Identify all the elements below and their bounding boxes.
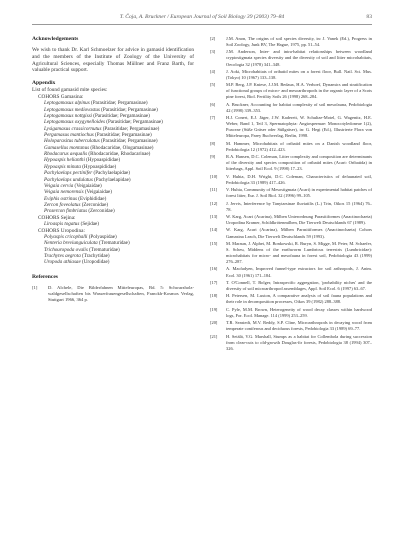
species-family: (Parasitidae; Pergamasinae): [93, 132, 152, 139]
species-name: Nenteria breviunguiculata: [44, 240, 98, 247]
cohors-heading: COHORS Gamasina:: [38, 93, 84, 100]
species-name: Leptogamasus oxygynelloides: [44, 119, 105, 126]
acknowledgements-text: We wish to thank Dr. Karl Schmoelzer for advice in gamasid identification and the members of the Institute of Zoology of the University of Agricultural Sciences, especially Thomas Müllner and Franz Barth, for valuable practical support.: [32, 47, 194, 74]
reference-text: C. Pyle, M.M. Brown, Heterogeneity of wood decay classes within hardwood logs, For. Ecol. Manage. 114 (1999) 253–259.: [226, 306, 372, 318]
species-family: (Sejidae): [79, 221, 100, 228]
reference-text: M. Maraun, J. Alphei, M. Bonkowski, R. Buryn, S. Migge, M. Peter, M. Schaefer, S. Scheu, Middens of the earthworm Lumbricus terrestris (Lumbricidae): microhabitats for micro- and mesofauna in forest soil, Pedobiologia 43 (1999) 276–287.: [226, 240, 372, 265]
species-family: (Rhodacaridae, Rhodacarinae): [87, 151, 151, 158]
species-name: Leptogamasus nottgissi: [44, 113, 92, 120]
species-name: Holoparasitus tuberculatus: [44, 138, 100, 145]
species-name: Eviphis ostrinus: [44, 195, 77, 202]
references-section: [32, 274, 194, 303]
reference-text: J.M. Anderson, Inter- and intra-habitat relationships between woodland cryptostigmata species diversity and the diversity of soil and litter microhabitats, Oecologia 32 (1978) 341–348.: [226, 49, 372, 67]
reference-entry: [210, 154, 372, 172]
species-family: (Parasitidae; Pergamasinae): [99, 138, 158, 145]
reference-number: [10]: [210, 173, 218, 179]
appendix-heading: Appendix: [32, 80, 56, 87]
reference-text: M.P. Berg, J.P. Kniese, J.J.M. Bedaux, H.A. Verhoef, Dynamics and stratification of functional groups of micro- and mesoarthropods in the organic layer of a Scots pine forest, Biol. Fertility Soils 26 (1998) 268–284.: [226, 82, 372, 100]
species-name: Zercon foveolatus: [44, 201, 81, 208]
cohors-heading: COHORS Sejina:: [38, 214, 76, 221]
reference-text: D. Alchele, Die Bilderfahnen Mitteleuropas, Bd. 5: Schwarzholz-waldgesellschaften bis Wasserfrauengesellschaften, Franckh-Kosmos Verlag, Stuttgart 1966, 364 p.: [48, 284, 194, 302]
reference-entry: [210, 334, 372, 352]
reference-number: [11]: [210, 187, 218, 193]
species-family: (Trachytidae): [80, 253, 110, 260]
reference-entry: [210, 307, 372, 319]
species-family: (Parasitidae; Pergamasinae): [89, 100, 148, 107]
species-name: Leptogamasus alpinus: [44, 100, 90, 107]
reference-number: [5]: [210, 82, 216, 88]
reference-text: V. Huhta, D.H. Wright, D.C. Coleman, Characteristics of defaunated soil, Pedobiologia 33 (1989) 417–426.: [226, 173, 372, 185]
species-family: (Zerconidae): [80, 201, 109, 208]
species-family: (Parasitidae; Pergamasinae): [104, 119, 163, 126]
species-family: (Veigaiaidae): [83, 189, 113, 196]
reference-entry: [210, 187, 372, 199]
species-family: (Pachylaelapidae): [92, 170, 130, 177]
reference-text: W. Karg, Acari (Acarina), Milben Unterordnung Parasitiformes (Anactinochaeta) Uropodina Kramer, Schildkrötenmilben, Die Tierwelt Deutschlands 67 (1989).: [226, 214, 372, 226]
reference-number: [6]: [210, 101, 216, 107]
reference-number: [9]: [210, 154, 216, 160]
reference-entry: [210, 320, 372, 332]
reference-number: [3]: [210, 49, 216, 55]
reference-number: [20]: [210, 320, 218, 326]
reference-number: [8]: [210, 140, 216, 146]
reference-number: [2]: [210, 36, 216, 41]
species-name: Pachylaelaps pectinifer: [44, 170, 93, 177]
species-name: Lysigamasus crassicornutus: [44, 125, 102, 132]
species-family: (Rhodacaridae, Ologamasinae): [89, 144, 154, 151]
reference-entry: [210, 241, 372, 265]
right-column: [210, 36, 372, 353]
reference-number: [13]: [210, 214, 218, 220]
reference-number: [12]: [210, 200, 218, 206]
species-family: (Pachylaelapidae): [92, 176, 131, 183]
running-header: [32, 14, 372, 24]
species-family: (Veigaiaidae): [73, 182, 102, 189]
reference-entry: [210, 293, 372, 305]
species-name: Pergamasus mantiochus: [44, 132, 94, 139]
species-family: (Trematuridae): [87, 246, 120, 253]
species-name: Uropoda athiasae: [44, 259, 81, 266]
species-family: (Parasitidae; Pergamasinae): [101, 125, 160, 132]
species-name: Trichouropoda ovalis: [44, 246, 88, 253]
reference-text: R.A. Hansen, D.C. Coleman, Litter complexity and composition are determinants of the diversity and species composition of oribatid mites (Acari: Oribatida) in litterbags, Appl. Soil Ecol. 9 (1998) 17–23.: [226, 154, 372, 172]
reference-entry: [210, 49, 372, 67]
species-family: (Hypoaspididae): [84, 157, 121, 164]
journal-citation: T. Čoja, A. Bruckner / European Journal of Soil Biology 39 (2003) 79–84: [119, 14, 285, 20]
reference-text: A. Bruckner, Accounting for habitat complexity of soil mesofauna, Pedobiologia 42 (1998) 339–353.: [226, 101, 372, 113]
reference-number: [7]: [210, 115, 216, 121]
reference-text: T. O'Connell, T. Bolger, Intraspecific aggregation, 'probability niches' and the diversity of soil microarthropod assemblages, Appl. Soil Ecol. 6 (1997) 63–67.: [226, 279, 372, 291]
reference-number: [21]: [210, 333, 218, 339]
reference-number: [4]: [210, 68, 216, 74]
species-family: (Hypoaspididae): [80, 163, 117, 170]
species-name: Hypoaspis minuta: [44, 163, 81, 170]
species-family: (Polyaspidae): [87, 234, 117, 241]
species-list: [32, 94, 194, 266]
reference-text: V. Huhta, Community of Mesostigmata (Acari) in experimental habitat patches of forest litter, Eur. J. Soil Biol. 32 (1996) 99–105.: [226, 187, 372, 199]
reference-text: M. Hammer, Microhabitats of oribatid mites on a Danish woodland floor, Pedobiologia 12 (1972) 412–423.: [226, 140, 372, 152]
reference-entry: [210, 201, 372, 213]
reference-entry: [210, 214, 372, 226]
reference-entry: [210, 141, 372, 153]
cohors-heading: COHORS Uropodina:: [38, 227, 85, 234]
references-list-right: [210, 36, 372, 352]
reference-entry: [210, 69, 372, 81]
left-column: [32, 36, 194, 304]
header-rule: [32, 24, 372, 25]
species-family: (Eviphididae): [76, 195, 107, 202]
reference-text: H.J. Conert, E.J. Jäger, J.W. Kadereit, W. Schultze-Motel, G. Wagenitz, H.E. Weber, Band 1, Teil 3, Spermatophyta: Angiospermae: Monocotyledoneae 1(2), Poaceae (Süße Gräser oder Süßgräser), in: G. Hegi (Ed.), Illustrierte Flora von Mitteleuropa, Parey Buchverlag, Berlin, 1998.: [226, 115, 372, 139]
species-name: Polyaspis cricophalli: [44, 234, 88, 241]
page-number: 83: [366, 14, 372, 20]
reference-text: J. Aoki, Microhabitats of oribatid mites on a forest floor, Bull. Natl. Sci. Mus. (Tokyo) 10 (1967) 133–138.: [226, 68, 372, 80]
reference-number: [14]: [210, 227, 218, 233]
reference-number: [1]: [32, 284, 38, 290]
species-name: Hypoaspis helianthi: [44, 157, 85, 164]
references-heading: References: [32, 273, 58, 280]
species-family: (Parasitidae; Pergamasinae): [91, 113, 150, 120]
reference-number: [17]: [210, 279, 218, 285]
reference-entry: [210, 115, 372, 139]
species-family: (Uropodidae): [80, 259, 110, 266]
species-entry: [38, 259, 194, 265]
species-name: Rhodacarus aequalis: [44, 151, 88, 158]
reference-number: [15]: [210, 240, 218, 246]
species-name: Trachytes aegrota: [44, 253, 81, 260]
reference-text: W. Karg, Acari (Acarina), Milben Parasitiformes (Anactinochaeta) Cohors Gamasina Leach, Die Tierwelt Deutschlands 59 (1993).: [226, 227, 372, 239]
appendix-subtitle: List of found gamasid mite species:: [32, 87, 108, 94]
reference-text: H. Setälä, V.G. Marshall, Stumps as a habitat for Collembola during succession from clear-cuts to old-growth Douglas-fir forests, Pedobiologia 38 (1994) 307–326.: [226, 333, 372, 351]
reference-entry: [210, 174, 372, 186]
reference-entry: [210, 280, 372, 292]
reference-text: J.M. Anon, The origins of soil species diversity, in: J. Vanek (Ed.), Progress in Soil Zoology, Junk BV, The Hague, 1975, pp. 51–54.: [226, 36, 372, 48]
reference-number: [19]: [210, 306, 218, 312]
species-family: (Trematuridae): [97, 240, 130, 247]
species-name: Veigaia nemorensis: [44, 189, 84, 196]
species-name: Leptogamasus mediovastus: [44, 106, 100, 113]
reference-number: [18]: [210, 293, 218, 299]
reference-number: [16]: [210, 266, 218, 272]
species-name: Gamasellus montanus: [44, 144, 90, 151]
species-name: Veigaia cervia: [44, 182, 74, 189]
reference-entry: [32, 285, 194, 303]
reference-text: H. Petersen, M. Luxton, A comparative analysis of soil fauna populations and their role in decomposition processes, Oikos 39 (1982) 288–388.: [226, 293, 372, 305]
species-family: (Parasitidae; Pergamasinae): [99, 106, 158, 113]
species-name: Pachylaelaps undulatus: [44, 176, 93, 183]
reference-text: J. Jervis, Interference by Tanytarsinae fluviatilis (L.) Trin, Oikos 15 (1964) 76–78.: [226, 200, 372, 212]
reference-entry: [210, 36, 372, 48]
reference-text: T.R. Seastedt, M.V. Reddy, S.P. Cline, Microarthropods in decaying wood from temperate coniferous and deciduous forests, Pedobiologia 33 (1989) 69–77.: [226, 320, 372, 332]
species-name: Prozercon fimbriatus: [44, 208, 88, 215]
reference-entry: [210, 102, 372, 114]
acknowledgements-heading: Acknowledgements: [32, 36, 79, 42]
reference-entry: [210, 266, 372, 278]
references-list-left: [32, 285, 194, 303]
species-family: (Zerconidae): [87, 208, 115, 215]
reference-entry: [210, 227, 372, 239]
species-name: Liroaspis togatus: [44, 221, 80, 228]
reference-entry: [210, 82, 372, 100]
reference-text: A. Macfadyen, Improved funnel-type extractors for soil arthropods, J. Anim. Ecol. 30 (1961) 171–184.: [226, 266, 372, 278]
